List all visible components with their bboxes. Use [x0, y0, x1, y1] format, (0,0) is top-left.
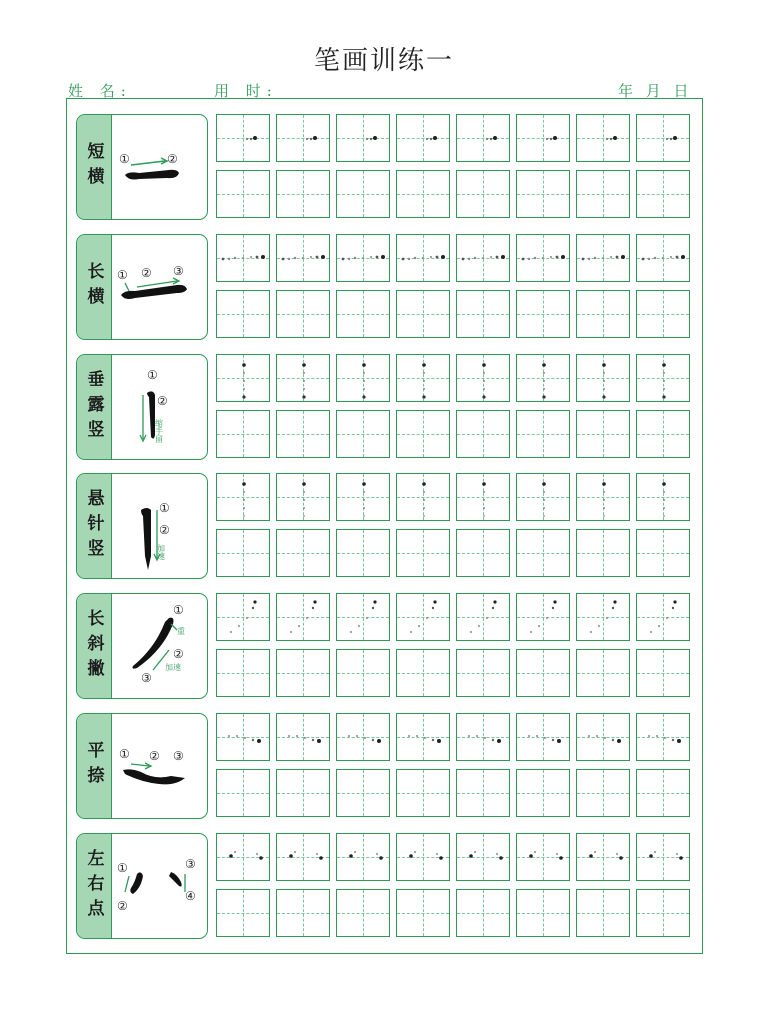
trace-cell: [516, 234, 570, 282]
trace-dots: [577, 714, 631, 762]
practice-cell: [336, 889, 390, 937]
practice-cell: [636, 529, 690, 577]
practice-cell: [216, 769, 270, 817]
trace-dots: [337, 474, 391, 522]
practice-cell: [336, 290, 390, 338]
trace-cell: [276, 713, 330, 761]
trace-dots: [397, 594, 451, 642]
trace-dots: [217, 474, 271, 522]
trace-cell: [336, 114, 390, 162]
trace-cell: [276, 114, 330, 162]
practice-cell: [456, 410, 510, 458]
trace-cell: [576, 473, 630, 521]
trace-cell: [396, 593, 450, 641]
trace-dots: [337, 834, 391, 882]
trace-cell: [336, 713, 390, 761]
stroke-name-tab: [77, 474, 112, 578]
practice-cell: [336, 529, 390, 577]
step-2-marker: ②: [173, 647, 184, 661]
trace-cell: [396, 114, 450, 162]
step-1-marker: ①: [173, 603, 184, 617]
practice-cell: [636, 649, 690, 697]
step-1-marker: ①: [119, 152, 130, 166]
practice-cell: [576, 889, 630, 937]
trace-dots: [277, 714, 331, 762]
stroke-card-zuo-you-dian: [76, 833, 208, 939]
trace-cell: [636, 354, 690, 402]
practice-cell: [396, 889, 450, 937]
trace-dots: [397, 355, 451, 403]
trace-dots: [337, 355, 391, 403]
trace-dots: [397, 834, 451, 882]
trace-dots: [637, 714, 691, 762]
trace-cell: [216, 833, 270, 881]
trace-dots: [457, 235, 511, 283]
trace-dots: [457, 355, 511, 403]
step-4-marker: ④: [185, 889, 196, 903]
step-2-marker: ②: [159, 523, 170, 537]
trace-cell: [216, 593, 270, 641]
practice-cell: [276, 410, 330, 458]
trace-cell: [336, 473, 390, 521]
trace-dots: [517, 834, 571, 882]
trace-dots: [577, 474, 631, 522]
trace-cell: [396, 234, 450, 282]
stroke-demo: [111, 474, 207, 578]
step-2-marker: ②: [157, 394, 168, 408]
practice-cell: [216, 410, 270, 458]
trace-cell: [636, 234, 690, 282]
practice-cell: [576, 170, 630, 218]
trace-cell: [456, 473, 510, 521]
practice-cell: [276, 529, 330, 577]
trace-dots: [577, 235, 631, 283]
stroke-card-ping-na: [76, 713, 208, 819]
practice-cell: [576, 649, 630, 697]
trace-cell: [216, 234, 270, 282]
trace-cell: [636, 593, 690, 641]
stroke-demo: [111, 834, 207, 938]
practice-cell: [216, 649, 270, 697]
practice-cell: [516, 649, 570, 697]
trace-cell: [276, 354, 330, 402]
trace-cell: [636, 473, 690, 521]
trace-cell: [576, 833, 630, 881]
practice-cell: [336, 410, 390, 458]
trace-dots: [337, 714, 391, 762]
trace-dots: [217, 115, 271, 163]
stroke-tip-note: 缩手留: [154, 419, 164, 443]
trace-dots: [277, 474, 331, 522]
trace-dots: [577, 115, 631, 163]
stroke-card-chui-lu-shu: [76, 354, 208, 460]
trace-dots: [637, 115, 691, 163]
practice-cell: [396, 290, 450, 338]
page-title: 笔画训练一: [313, 46, 454, 76]
practice-cell: [456, 529, 510, 577]
step-1-marker: ①: [159, 501, 170, 515]
stroke-name-tab: [77, 115, 112, 219]
trace-cell: [336, 234, 390, 282]
practice-cell: [276, 290, 330, 338]
stroke-name-tab: [77, 355, 112, 459]
trace-dots: [397, 714, 451, 762]
step-3-marker: ③: [173, 264, 184, 278]
trace-cell: [576, 114, 630, 162]
practice-cell: [516, 769, 570, 817]
practice-cell: [336, 769, 390, 817]
trace-dots: [277, 594, 331, 642]
trace-dots: [637, 834, 691, 882]
practice-cell: [216, 889, 270, 937]
practice-cell: [456, 290, 510, 338]
step-3-marker: ③: [141, 671, 152, 685]
trace-dots: [457, 474, 511, 522]
practice-cell: [576, 529, 630, 577]
practice-cell: [636, 889, 690, 937]
trace-cell: [216, 114, 270, 162]
trace-cell: [396, 354, 450, 402]
trace-cell: [576, 234, 630, 282]
stroke-card-chang-heng: [76, 234, 208, 340]
trace-cell: [456, 593, 510, 641]
practice-cell: [396, 529, 450, 577]
trace-cell: [576, 593, 630, 641]
practice-cell: [516, 529, 570, 577]
trace-dots: [577, 834, 631, 882]
trace-dots: [637, 474, 691, 522]
trace-dots: [277, 235, 331, 283]
practice-cell: [456, 170, 510, 218]
trace-cell: [516, 473, 570, 521]
trace-dots: [337, 594, 391, 642]
stroke-demo: [111, 594, 207, 698]
trace-dots: [277, 115, 331, 163]
practice-cell: [576, 769, 630, 817]
trace-dots: [577, 355, 631, 403]
trace-dots: [637, 235, 691, 283]
practice-cell: [216, 529, 270, 577]
trace-cell: [336, 354, 390, 402]
stroke-name: 长横: [83, 262, 104, 312]
stroke-name-tab: [77, 714, 112, 818]
stroke-name-tab: [77, 235, 112, 339]
practice-cell: [396, 170, 450, 218]
step-2-marker: ②: [117, 899, 128, 913]
practice-cell: [456, 889, 510, 937]
practice-cell: [276, 170, 330, 218]
practice-cell: [516, 889, 570, 937]
stroke-demo: [111, 235, 207, 339]
practice-cell: [276, 889, 330, 937]
trace-dots: [637, 594, 691, 642]
step-1-marker: ①: [119, 747, 130, 761]
stroke-name: 短横: [83, 142, 104, 192]
stroke-demo: [111, 115, 207, 219]
trace-cell: [456, 713, 510, 761]
name-field-label: 姓 名:: [68, 82, 132, 100]
trace-dots: [457, 115, 511, 163]
trace-cell: [516, 713, 570, 761]
trace-cell: [636, 713, 690, 761]
trace-cell: [456, 833, 510, 881]
trace-dots: [277, 834, 331, 882]
stroke-card-xuan-zhen-shu: [76, 473, 208, 579]
trace-dots: [577, 594, 631, 642]
practice-cell: [456, 769, 510, 817]
step-1-marker: ①: [147, 368, 158, 382]
practice-cell: [516, 410, 570, 458]
step-2-marker: ②: [149, 749, 160, 763]
stroke-tip-note: 加速: [156, 544, 166, 560]
trace-dots: [397, 115, 451, 163]
trace-dots: [517, 235, 571, 283]
trace-cell: [516, 354, 570, 402]
trace-cell: [396, 713, 450, 761]
step-3-marker: ③: [185, 857, 196, 871]
trace-cell: [276, 473, 330, 521]
trace-cell: [216, 713, 270, 761]
stroke-tip-note: 加速: [165, 663, 181, 672]
stroke-name: 平捺: [83, 741, 104, 791]
practice-cell: [336, 649, 390, 697]
trace-dots: [457, 714, 511, 762]
trace-cell: [276, 234, 330, 282]
stroke-name: 垂露竖: [83, 369, 104, 445]
practice-cell: [636, 170, 690, 218]
trace-cell: [456, 354, 510, 402]
step-1-marker: ①: [117, 861, 128, 875]
time-field-label: 用 时:: [214, 82, 278, 100]
trace-dots: [217, 834, 271, 882]
trace-dots: [337, 115, 391, 163]
trace-dots: [457, 834, 511, 882]
trace-dots: [217, 235, 271, 283]
practice-cell: [516, 170, 570, 218]
practice-cell: [396, 769, 450, 817]
stroke-name: 左右点: [83, 848, 104, 924]
date-field-label: 年 月 日: [618, 82, 693, 100]
trace-cell: [576, 354, 630, 402]
step-1-marker: ①: [117, 268, 128, 282]
trace-cell: [336, 593, 390, 641]
practice-cell: [636, 769, 690, 817]
trace-dots: [217, 594, 271, 642]
trace-dots: [637, 355, 691, 403]
step-2-marker: ②: [141, 266, 152, 280]
practice-cell: [456, 649, 510, 697]
stroke-name: 长斜撇: [83, 608, 104, 684]
stroke-name-tab: [77, 834, 112, 938]
practice-cell: [636, 410, 690, 458]
stroke-name: 悬针竖: [83, 488, 104, 564]
stroke-demo: [111, 355, 207, 459]
practice-cell: [276, 649, 330, 697]
practice-cell: [336, 170, 390, 218]
trace-cell: [576, 713, 630, 761]
practice-cell: [636, 290, 690, 338]
trace-cell: [636, 833, 690, 881]
practice-cell: [516, 290, 570, 338]
stroke-demo: [111, 714, 207, 818]
step-2-marker: ②: [167, 152, 178, 166]
trace-cell: [516, 833, 570, 881]
practice-cell: [396, 649, 450, 697]
trace-dots: [397, 474, 451, 522]
trace-cell: [456, 234, 510, 282]
practice-cell: [216, 290, 270, 338]
trace-cell: [276, 833, 330, 881]
trace-dots: [217, 714, 271, 762]
trace-cell: [456, 114, 510, 162]
practice-cell: [276, 769, 330, 817]
trace-dots: [517, 115, 571, 163]
trace-cell: [516, 593, 570, 641]
trace-dots: [397, 235, 451, 283]
trace-dots: [517, 714, 571, 762]
stroke-tip-note: 重: [177, 627, 185, 636]
trace-cell: [276, 593, 330, 641]
practice-cell: [396, 410, 450, 458]
trace-dots: [337, 235, 391, 283]
trace-cell: [336, 833, 390, 881]
trace-dots: [517, 594, 571, 642]
trace-cell: [636, 114, 690, 162]
trace-cell: [396, 473, 450, 521]
stroke-name-tab: [77, 594, 112, 698]
stroke-card-chang-xie-pie: [76, 593, 208, 699]
practice-cell: [576, 410, 630, 458]
trace-cell: [216, 473, 270, 521]
trace-dots: [217, 355, 271, 403]
trace-dots: [277, 355, 331, 403]
trace-dots: [457, 594, 511, 642]
trace-dots: [517, 355, 571, 403]
practice-cell: [216, 170, 270, 218]
trace-cell: [516, 114, 570, 162]
stroke-card-duan-heng: [76, 114, 208, 220]
practice-cell: [576, 290, 630, 338]
step-3-marker: ③: [173, 749, 184, 763]
trace-cell: [396, 833, 450, 881]
trace-cell: [216, 354, 270, 402]
trace-dots: [517, 474, 571, 522]
